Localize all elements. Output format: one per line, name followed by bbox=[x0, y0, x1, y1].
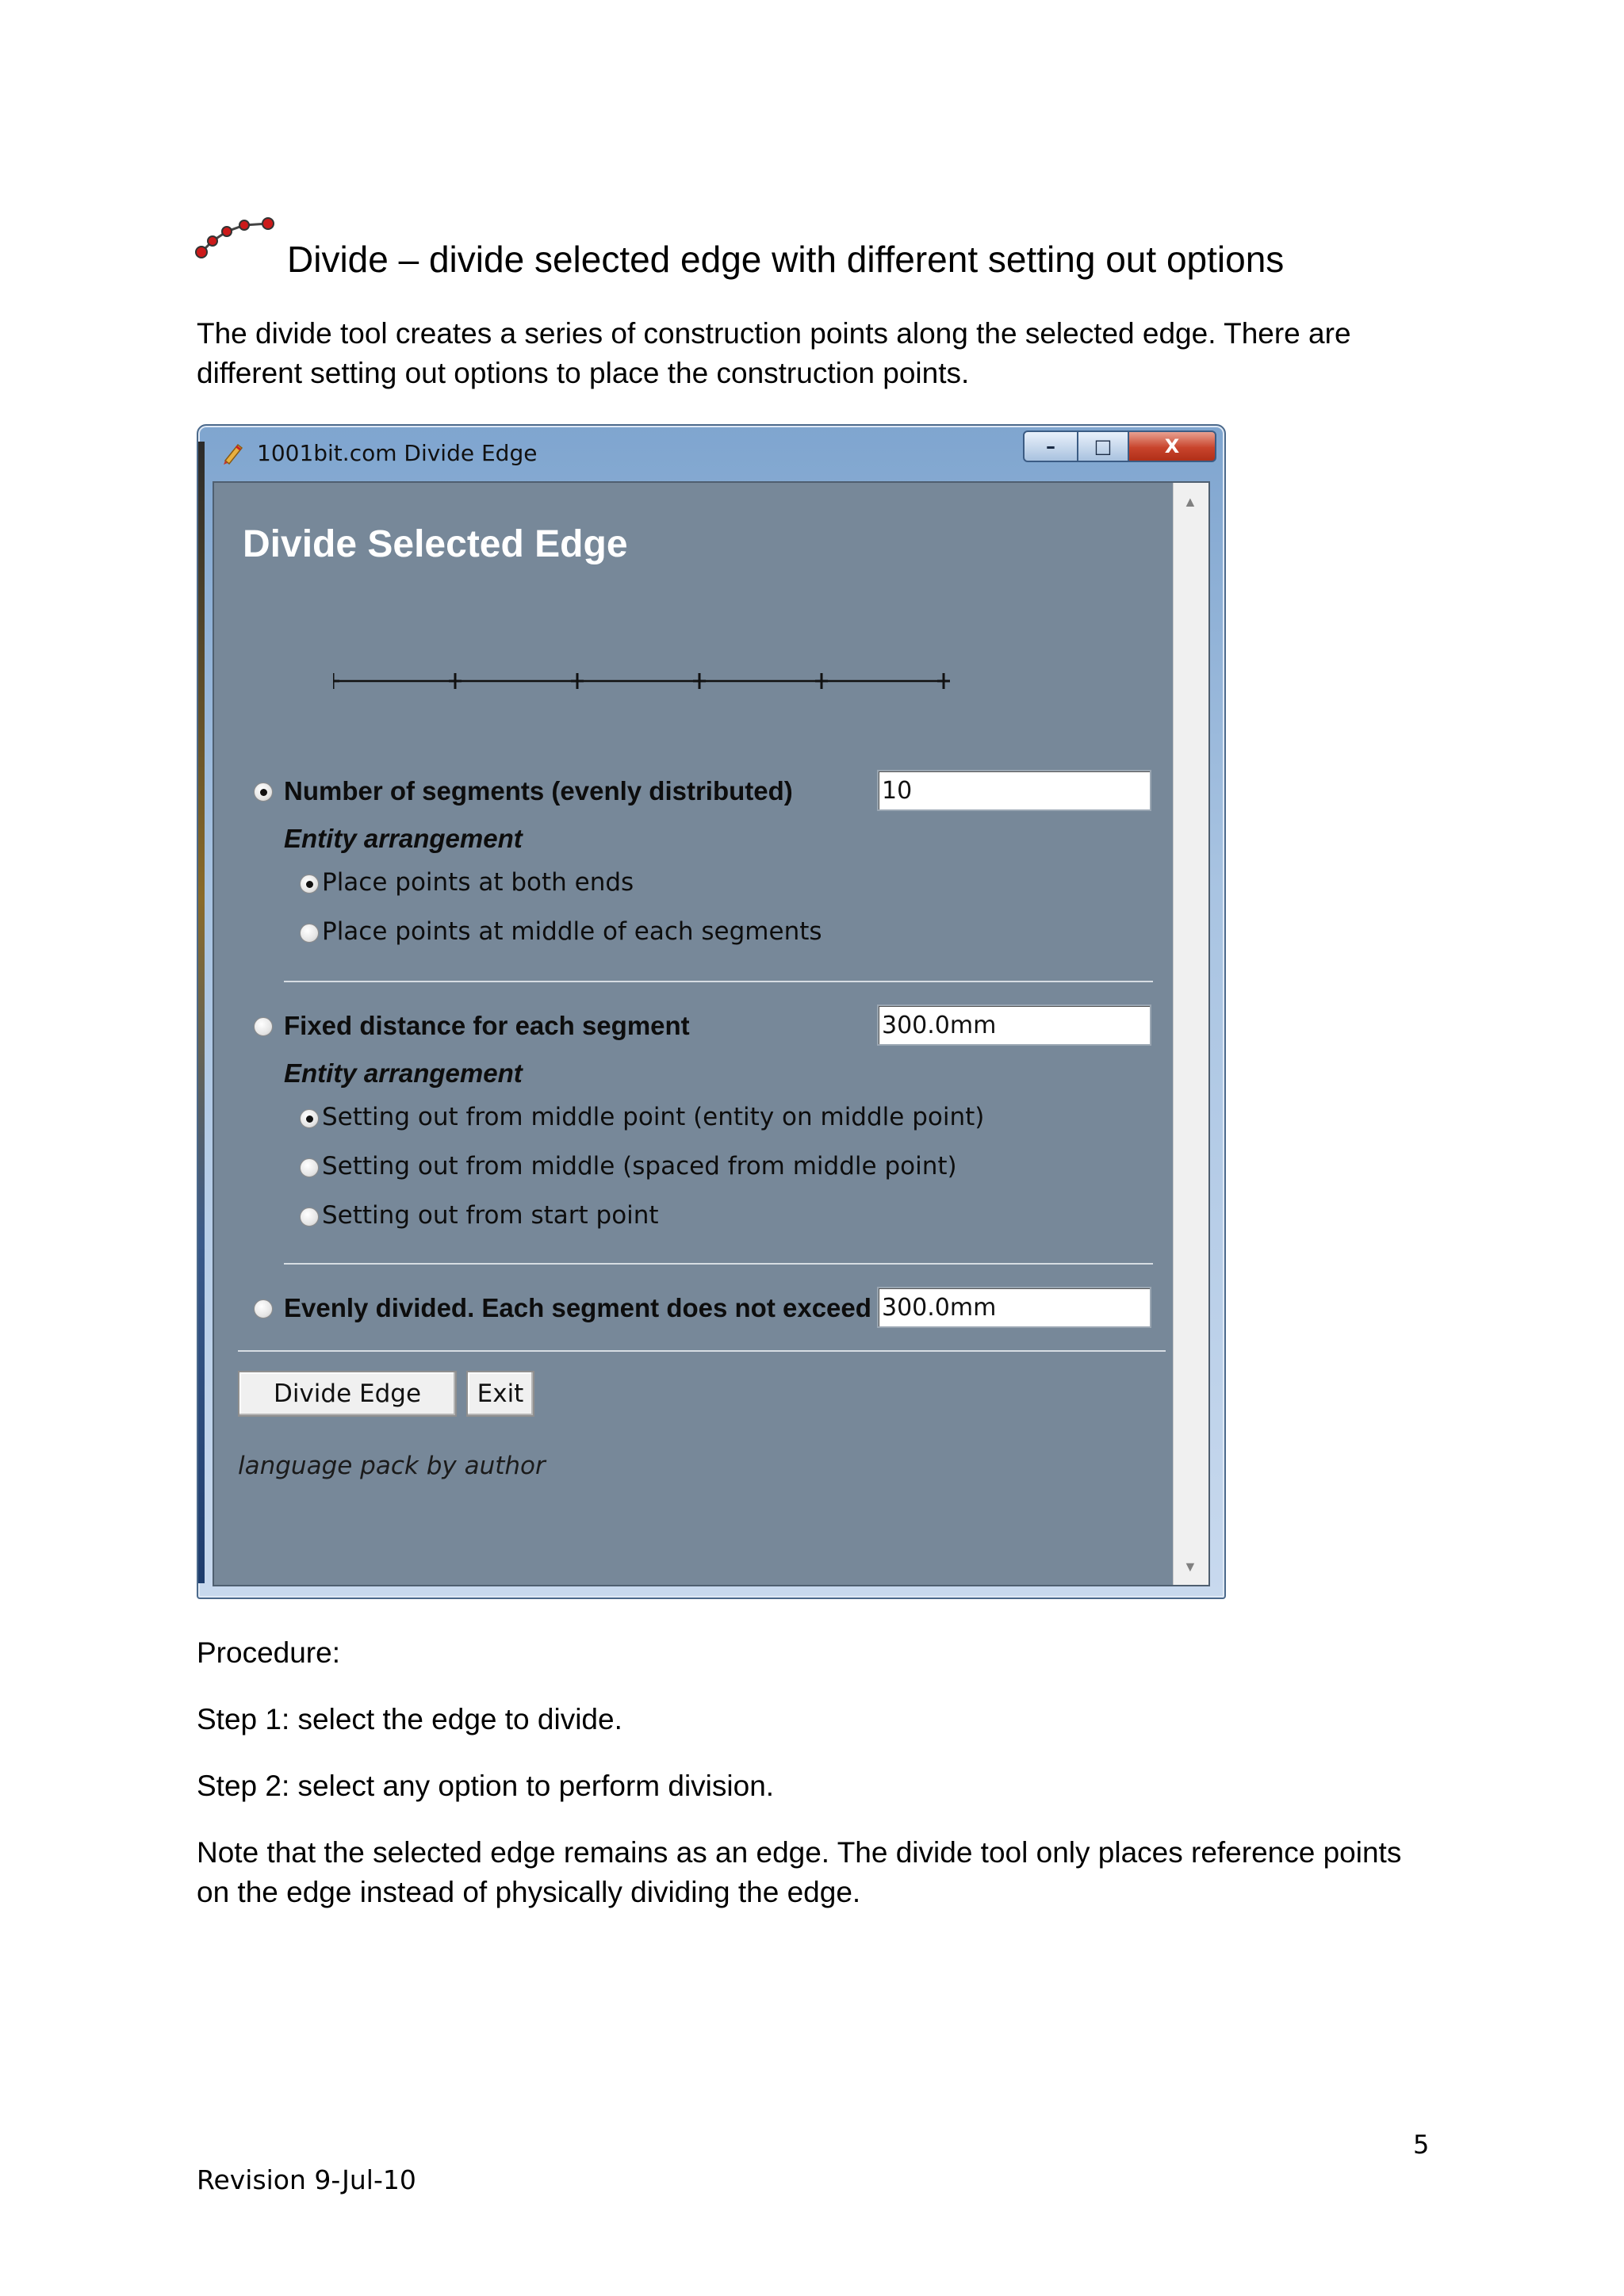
window-edge-decoration bbox=[198, 442, 205, 1583]
max-segment-length-field[interactable]: 300.0mm bbox=[877, 1287, 1151, 1328]
divided-edge-diagram bbox=[333, 665, 967, 701]
label-evenly-divided: Evenly divided. Each segment does not exceed bbox=[284, 1293, 871, 1322]
scroll-down-icon[interactable]: ▼ bbox=[1183, 1559, 1197, 1575]
radio-evenly-divided[interactable] bbox=[254, 1299, 273, 1318]
step-2: Step 2: select any option to perform division. bbox=[197, 1770, 775, 1802]
note-paragraph: Note that the selected edge remains as an edge. The divide tool only places reference points on the edge instead of physically dividing the edge. bbox=[197, 1836, 1402, 1908]
maximize-icon[interactable]: □ bbox=[1078, 430, 1129, 462]
step-1: Step 1: select the edge to divide. bbox=[197, 1703, 622, 1735]
radio-points-both-ends[interactable] bbox=[300, 874, 319, 894]
page-number: 5 bbox=[1413, 2130, 1430, 2160]
dialog-title: Divide Selected Edge bbox=[243, 523, 628, 565]
pencil-app-icon bbox=[220, 440, 246, 465]
window-title: 1001bit.com Divide Edge bbox=[257, 440, 538, 466]
label-fixed-distance: Fixed distance for each segment bbox=[284, 1011, 690, 1040]
window-controls bbox=[1023, 430, 1216, 464]
page-heading: Divide – divide selected edge with different setting out options bbox=[287, 239, 1285, 280]
label-points-both-ends: Place points at both ends bbox=[322, 868, 634, 897]
exit-button[interactable]: Exit bbox=[466, 1371, 534, 1417]
vertical-scrollbar[interactable] bbox=[1173, 483, 1208, 1585]
window-titlebar[interactable] bbox=[205, 429, 1220, 472]
separator-3 bbox=[238, 1350, 1166, 1352]
label-setting-out-middle-spaced: Setting out from middle (spaced from middle point) bbox=[322, 1152, 957, 1181]
segments-count-field[interactable]: 10 bbox=[877, 770, 1151, 811]
radio-setting-out-middle-spaced[interactable] bbox=[300, 1158, 319, 1177]
close-icon[interactable]: X bbox=[1129, 430, 1216, 462]
entity-arrangement-label-1: Entity arrangement bbox=[284, 824, 523, 853]
scroll-up-icon[interactable]: ▲ bbox=[1183, 494, 1197, 510]
divide-tool-icon bbox=[195, 212, 279, 260]
radio-setting-out-middle-point[interactable] bbox=[300, 1109, 319, 1128]
label-setting-out-middle-point: Setting out from middle point (entity on middle point) bbox=[322, 1103, 985, 1131]
radio-number-of-segments[interactable] bbox=[254, 783, 273, 802]
intro-paragraph: The divide tool creates a series of construction points along the selected edge. There are different setting out options to place the construction points. bbox=[197, 317, 1351, 389]
procedure-label: Procedure: bbox=[197, 1636, 340, 1669]
dialog-client-area bbox=[213, 481, 1210, 1586]
minimize-icon[interactable]: – bbox=[1023, 430, 1078, 462]
label-setting-out-start-point: Setting out from start point bbox=[322, 1201, 659, 1230]
label-number-of-segments: Number of segments (evenly distributed) bbox=[284, 776, 793, 806]
divide-edge-window bbox=[197, 424, 1226, 1599]
radio-points-middle-segments[interactable] bbox=[300, 924, 319, 943]
radio-setting-out-start-point[interactable] bbox=[300, 1207, 319, 1226]
separator-1 bbox=[284, 981, 1153, 982]
fixed-distance-field[interactable]: 300.0mm bbox=[877, 1004, 1151, 1046]
language-pack-note: language pack by author bbox=[238, 1452, 546, 1480]
separator-2 bbox=[284, 1263, 1153, 1265]
revision-footer: Revision 9-Jul-10 bbox=[197, 2164, 416, 2195]
divide-edge-button[interactable]: Divide Edge bbox=[238, 1371, 457, 1417]
entity-arrangement-label-2: Entity arrangement bbox=[284, 1058, 523, 1088]
radio-fixed-distance[interactable] bbox=[254, 1017, 273, 1036]
label-points-middle-segments: Place points at middle of each segments bbox=[322, 917, 822, 946]
